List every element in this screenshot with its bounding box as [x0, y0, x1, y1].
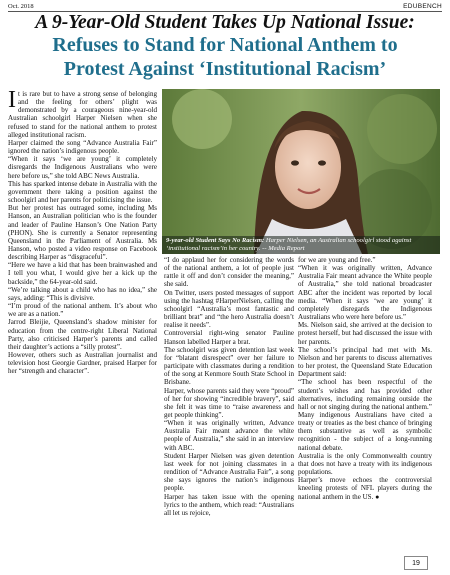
article-paragraph: Harper, whose parents said they were “proud” of her for showing “incredible bravery”, said she felt it was time to “raise awareness and get people thinking”.	[164, 386, 294, 419]
column-2-paragraphs	[164, 256, 294, 517]
article-paragraph: t is rare but to have a strong sense of belonging and the feeling for others’ plight was demonstrated by a courageous nine-year-old Australian schoolgirl Harper Nielsen when she refused to stand for the national anthem to protest alleged institutional racism.	[8, 90, 157, 139]
article-column-3	[298, 256, 432, 501]
article-paragraph: However, others such as Australian journalist and television host Georgie Gardner, praised Harper for her “strength and character”.	[8, 351, 157, 376]
article-paragraph: “Here we have a kid that has been brainwashed and I tell you what, I would give her a kick up the backside,” the 64-year-old said.	[8, 261, 157, 286]
issue-date: Oct. 2018	[8, 3, 34, 10]
article-paragraph: Ms. Nielson said, she arrived at the decision to protest herself, but had discussed the issue with her parents.	[298, 321, 432, 346]
article-paragraph: But her protest has outraged some, including Ms Hanson, an Australian politician who is the founder and leader of Pauline Hanson’s One Nation Party (PHON). She is currently a Senator representing Queensland in the Parliament of Australia. Ms Hanson, who posted a video response on Facebook describing Harper as “disgraceful”.	[8, 204, 157, 262]
headline-kicker: A 9-Year-Old Student Takes Up National Issue:	[35, 12, 415, 33]
article-column-1	[8, 87, 157, 376]
article-paragraph: “The school has been respectful of the student’s wishes and has provided other alternatives, including remaining outside the hall or not singing during the national anthem.”	[298, 378, 432, 411]
article-paragraph: “When it says ‘we are young’ it completely disregards the Indigenous Australians who were here before us,” she told ABC News Australia.	[8, 155, 157, 180]
article-paragraph: Harper’s move echoes the controversial kneeling protests of NFL players during the national anthem in the US. ●	[298, 476, 432, 501]
top-bar	[8, 2, 442, 11]
column-3-paragraphs	[298, 256, 432, 501]
publication-name: EDUBENCH	[403, 3, 442, 10]
article-paragraph: Australia is the only Commonwealth country that does not have a treaty with its indigenous populations.	[298, 451, 432, 477]
article-paragraph: Harper has taken issue with the opening lyrics to the anthem, which read: “Australians all let us rejoice,	[164, 492, 294, 517]
article-paragraph: Harper claimed the song “Advance Australia Fair” ignored the nation’s indigenous people.	[8, 138, 157, 156]
article-paragraph: “I do applaud her for considering the words of the national anthem, a lot of people just rattle it off and don’t consider the meaning,” she said.	[164, 256, 294, 289]
article-paragraph: “When it was originally written, Advance Australia Fair meant advance the white people of Australia,” she said in an interview with ABC.	[164, 419, 294, 452]
article-paragraph: Student Harper Nielsen was given detention last week for not joining classmates in a rendition of “Advance Australia Fair”, a song she says ignores the nation’s indigenous people.	[164, 451, 294, 493]
page-number: 19	[404, 556, 428, 570]
article-paragraph: for we are young and free.”	[298, 256, 376, 264]
article-paragraph: “When it was originally written, Advance Australia Fair meant advance the White people of Australia,” she told national broadcaster ABC after the incident was reported by local media. “When it says ‘we are young’ it completely disregards the Indigenous Australians who were here before us.”	[298, 264, 432, 322]
article-paragraph: Many indigenous Australians have cited a treaty or treaties as the best chance of bringing them substantive as well as symbolic recognition - the subject of a long-running national debate.	[298, 410, 432, 452]
student-portrait-image	[162, 89, 440, 254]
article-paragraph: “We’re talking about a child who has no idea,” she says, adding: “This is divisive.	[8, 285, 157, 302]
article-paragraph: The schoolgirl was given detention last week for “blatant disrespect” over her failure to participate with classmates during a rendition of the song at Kenmore South State School in Brisbane.	[164, 345, 294, 387]
article-column-2	[164, 256, 294, 517]
headline-title-line2: Protest Against ‘Institutional Racism’	[63, 57, 387, 80]
photo-caption	[162, 236, 440, 254]
article-paragraph: Controversial right-wing senator Pauline Hanson labelled Harper a brat.	[164, 329, 294, 346]
caption-text: Harper Nielsen, an Australian schoolgirl stood against ‘institutional racism’in her country. -- Media Report	[166, 237, 412, 252]
column-1-paragraphs	[8, 87, 157, 376]
article-paragraph: On Twitter, users posted messages of support using the hashtag #HarperNielsen, calling the schoolgirl “Australia’s most fantastic and brilliant brat” and “the hero Australia doesn’t realise it needs”.	[164, 288, 294, 330]
article-paragraph: The school’s principal had met with Ms. Nielson and her parents to discuss alternatives to her protest, the Queensland State Education Department said:	[298, 345, 432, 379]
headline-title-line1: Refuses to Stand for National Anthem to	[52, 34, 398, 56]
article-paragraph: “I’m proud of the national anthem. It’s about who we are as a nation.”	[8, 302, 157, 319]
drop-cap: I	[8, 87, 16, 113]
article-paragraph: Jarrod Bleijie, Queensland’s shadow minister for education from the centre-right Liberal National Party, also criticised Harper’s parents and called their daughter’s actions a “silly protest”.	[8, 318, 157, 351]
article-photo	[162, 89, 440, 254]
article-paragraph: This has sparked intense debate in Australia with the government there taking a position against the schoolgirl and her parents for politicising the issue.	[8, 179, 157, 205]
headline	[8, 12, 442, 81]
caption-bold: 9-year-old Student Says No Racism:	[166, 237, 265, 244]
